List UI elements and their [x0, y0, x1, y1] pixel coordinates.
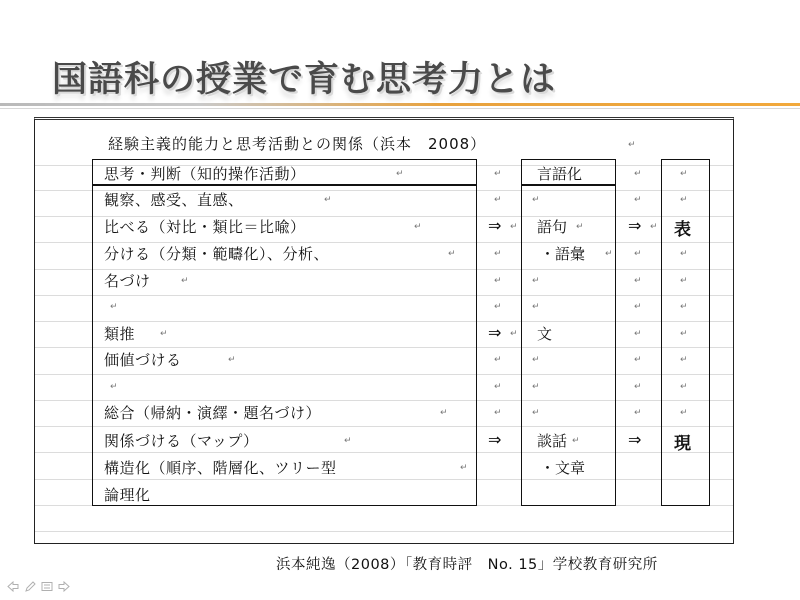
return-mark: ↵ — [680, 329, 688, 339]
return-mark: ↵ — [532, 195, 540, 205]
row-9: 関係づける（マップ） — [104, 432, 259, 450]
arrow-right-icon: ⇒ — [488, 323, 502, 342]
verbalization-column-header: 言語化 — [537, 165, 583, 183]
row-3: 名づけ — [104, 272, 151, 290]
return-mark: ↵ — [494, 382, 502, 392]
return-mark: ↵ — [494, 276, 502, 286]
verbalization-column-box — [521, 159, 616, 506]
return-mark: ↵ — [634, 355, 642, 365]
return-mark: ↵ — [634, 329, 642, 339]
return-mark: ↵ — [532, 382, 540, 392]
verbalization-discourse: 談話 — [537, 432, 568, 450]
return-mark: ↵ — [634, 249, 642, 259]
row-6: 価値づける — [104, 351, 182, 369]
return-mark: ↵ — [494, 169, 502, 179]
return-mark: ↵ — [440, 408, 448, 418]
return-mark: ↵ — [324, 195, 332, 205]
table-heading: 経験主義的能力と思考活動との関係（浜本 2008） — [108, 135, 487, 153]
return-mark: ↵ — [628, 140, 636, 150]
return-mark: ↵ — [494, 302, 502, 312]
return-mark: ↵ — [680, 408, 688, 418]
return-mark: ↵ — [448, 249, 456, 259]
return-mark: ↵ — [494, 355, 502, 365]
arrow-right-icon: ⇒ — [488, 430, 502, 449]
return-mark: ↵ — [510, 329, 518, 339]
return-mark: ↵ — [510, 222, 518, 232]
slide-menu-button[interactable] — [40, 580, 53, 592]
row-11: 論理化 — [104, 486, 151, 504]
expression-char-2: 現 — [674, 434, 691, 454]
return-mark: ↵ — [634, 382, 642, 392]
arrow-right-icon: ⇒ — [488, 216, 502, 235]
title-underline-thin — [0, 108, 800, 109]
return-mark: ↵ — [634, 195, 642, 205]
row-2: 分ける（分類・範疇化）、分析、 — [104, 245, 330, 263]
return-mark: ↵ — [460, 463, 468, 473]
return-mark: ↵ — [605, 249, 613, 259]
return-mark: ↵ — [576, 222, 584, 232]
slideshow-controls — [6, 580, 70, 592]
row-10: 構造化（順序、階層化、ツリー型 — [104, 459, 337, 477]
return-mark: ↵ — [650, 222, 658, 232]
slide-title: 国語科の授業で育む思考力とは — [52, 60, 557, 100]
return-mark: ↵ — [680, 249, 688, 259]
row-8: 総合（帰納・演繹・題名づけ） — [104, 404, 322, 422]
return-mark: ↵ — [680, 382, 688, 392]
thinking-column-header: 思考・判断（知的操作活動） — [104, 165, 306, 183]
return-mark: ↵ — [532, 276, 540, 286]
return-mark: ↵ — [494, 249, 502, 259]
expression-char-1: 表 — [674, 220, 691, 240]
previous-slide-button[interactable] — [6, 580, 19, 592]
menu-icon — [41, 581, 53, 592]
citation: 浜本純逸（2008）「教育時評 No. 15」学校教育研究所 — [276, 557, 658, 573]
return-mark: ↵ — [634, 276, 642, 286]
verbalization-phrase: 語句 — [537, 218, 568, 236]
ruled-line — [35, 531, 733, 532]
arrow-right-icon — [58, 581, 70, 592]
arrow-left-icon — [7, 581, 19, 592]
verbalization-vocabulary: ・語彙 — [540, 245, 586, 263]
row-0: 観察、感受、直感、 — [104, 191, 244, 209]
verbalization-sentence: 文 — [537, 325, 553, 343]
return-mark: ↵ — [680, 276, 688, 286]
arrow-right-icon: ⇒ — [628, 216, 642, 235]
row-1: 比べる（対比・類比＝比喩） — [104, 218, 306, 236]
return-mark: ↵ — [680, 355, 688, 365]
title-underline — [0, 103, 800, 106]
return-mark: ↵ — [532, 408, 540, 418]
return-mark: ↵ — [396, 169, 404, 179]
row-5: 類推 — [104, 325, 136, 343]
return-mark: ↵ — [634, 169, 642, 179]
return-mark: ↵ — [532, 302, 540, 312]
thinking-column-box — [92, 159, 477, 506]
column-divider — [521, 184, 616, 186]
return-mark: ↵ — [228, 355, 236, 365]
return-mark: ↵ — [680, 169, 688, 179]
arrow-right-icon: ⇒ — [628, 430, 642, 449]
next-slide-button[interactable] — [57, 580, 70, 592]
return-mark: ↵ — [110, 382, 118, 392]
return-mark: ↵ — [634, 408, 642, 418]
return-mark: ↵ — [680, 302, 688, 312]
return-mark: ↵ — [160, 329, 168, 339]
return-mark: ↵ — [634, 302, 642, 312]
return-mark: ↵ — [680, 195, 688, 205]
return-mark: ↵ — [414, 222, 422, 232]
return-mark: ↵ — [494, 408, 502, 418]
return-mark: ↵ — [110, 302, 118, 312]
verbalization-text: ・文章 — [540, 459, 586, 477]
pen-tool-button[interactable] — [23, 580, 36, 592]
return-mark: ↵ — [181, 276, 189, 286]
return-mark: ↵ — [532, 355, 540, 365]
return-mark: ↵ — [494, 195, 502, 205]
column-divider — [92, 184, 477, 186]
return-mark: ↵ — [344, 436, 352, 446]
pen-icon — [24, 581, 36, 592]
return-mark: ↵ — [572, 436, 580, 446]
